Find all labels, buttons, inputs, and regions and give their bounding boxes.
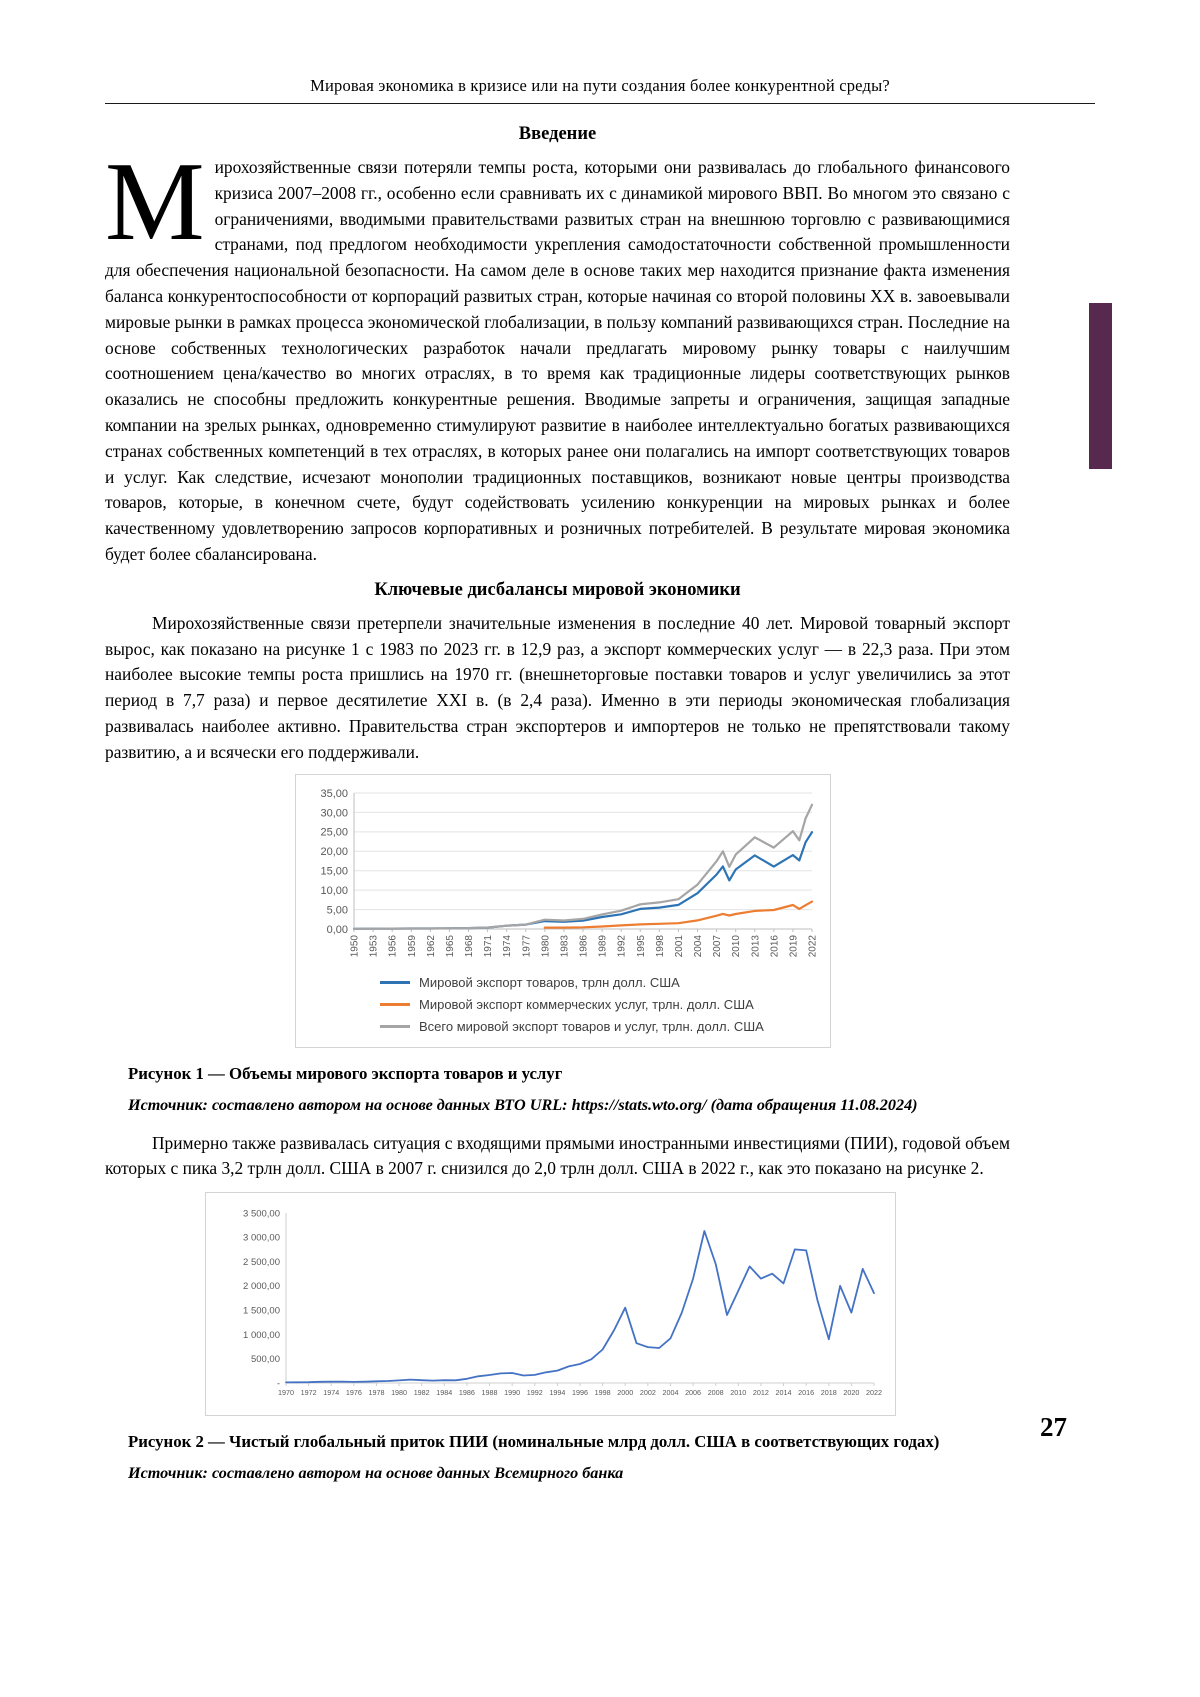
svg-text:35,00: 35,00 [320, 787, 348, 800]
svg-text:2022: 2022 [866, 1388, 882, 1398]
svg-text:2019: 2019 [788, 934, 800, 957]
svg-text:2012: 2012 [752, 1388, 769, 1398]
legend-line-total-icon [380, 1025, 410, 1028]
legend-label-services: Мировой экспорт коммерческих услуг, трлн. долл. США [419, 996, 754, 1012]
svg-text:3 000,00: 3 000,00 [243, 1232, 280, 1244]
svg-text:1989: 1989 [597, 934, 609, 957]
svg-text:1984: 1984 [436, 1388, 453, 1398]
svg-text:15,00: 15,00 [320, 865, 348, 878]
svg-text:1992: 1992 [526, 1388, 543, 1398]
figure1-source: Источник: составлено автором на основе данных ВТО URL: https://stats.wto.org/ (дата обращения 11.08.2024) [128, 1095, 918, 1114]
intro-paragraph-text: ирохозяйственные связи потеряли темпы роста, которыми они развивалась до глобального финансового кризиса 2007–2008 гг., особенно если сравнивать их с динамикой мирового ВВП. Во многом это связано с ограничениями, вводимыми правительствами развитых стран на внешнюю торговлю с развивающимися странами, под предлогом необходимости укрепления самодостаточности собственной промышленности для обеспечения национальной безопасности. На самом деле в основе таких мер находится признание факта изменения баланса конкурентоспособности от корпораций развитых стран, которые начиная со второй половины XX в. завоевывали мировые рынки в рамках процесса экономической глобализации, в пользу компаний развивающихся стран. Последние на основе собственных технологических разработок начали предлагать мировому рынку товары с наилучшим соотношением цена/качество во многих отраслях, в то время как традиционные лидеры соответствующих рынков оказались не способны предложить конкурентные решения. Вводимые запреты и ограничения, защищая западные компании на зрелых рынках, одновременно стимулируют развитие в наиболее интеллектуально богатых развивающихся странах собственных компетенций в тех отраслях, в которых ранее они полагались на импорт соответствующих товаров и услуг. Как следствие, исчезают монополии традиционных поставщиков, возникают новые центры производства товаров, которые, в конечном счете, будут содействовать усилению конкуренции на мировых рынках и более качественному удовлетворению запросов корпоративных и розничных потребителей. В результате мировая экономика будет более сбалансирована. [105, 157, 1010, 564]
running-head: Мировая экономика в кризисе или на пути создания более конкурентной среды? [310, 76, 890, 95]
svg-text:1974: 1974 [502, 934, 514, 957]
legend-item-total [380, 1019, 830, 1034]
figure2-source: Источник: составлено автором на основе данных Всемирного банка [128, 1464, 624, 1483]
svg-text:2018: 2018 [820, 1388, 837, 1398]
svg-text:1962: 1962 [425, 934, 437, 957]
svg-text:20,00: 20,00 [320, 845, 348, 858]
svg-text:2002: 2002 [639, 1388, 656, 1398]
text-column [105, 124, 1010, 1483]
svg-text:10,00: 10,00 [320, 884, 348, 897]
intro-heading: Введение [518, 124, 597, 144]
svg-text:1992: 1992 [616, 934, 628, 957]
fdi-paragraph: Примерно также развивалась ситуация с входящими прямыми иностранными инвестициями (ПИИ), годовой объем которых с пика 3,2 трлн долл. США в 2007 г. снизился до 2,0 трлн долл. США в 2022 г., как это показано на рисунке 2. [105, 1132, 1010, 1179]
svg-text:1986: 1986 [458, 1388, 475, 1398]
svg-text:2016: 2016 [769, 934, 781, 957]
svg-text:-: - [276, 1378, 280, 1390]
svg-text:2014: 2014 [775, 1388, 792, 1398]
figure-1 [295, 774, 831, 1048]
svg-text:1970: 1970 [278, 1388, 294, 1398]
svg-text:2007: 2007 [712, 934, 724, 957]
svg-text:2016: 2016 [798, 1388, 815, 1398]
legend-label-total: Всего мировой экспорт товаров и услуг, трлн. долл. США [419, 1018, 764, 1034]
svg-text:1968: 1968 [464, 934, 475, 957]
svg-text:2 500,00: 2 500,00 [243, 1257, 280, 1269]
drop-cap: М [105, 140, 205, 264]
svg-text:1971: 1971 [483, 934, 495, 957]
svg-text:1990: 1990 [504, 1388, 521, 1398]
svg-text:2010: 2010 [730, 1388, 747, 1398]
svg-text:1 000,00: 1 000,00 [243, 1329, 280, 1341]
chart1-legend [380, 975, 830, 1034]
svg-text:1998: 1998 [594, 1388, 611, 1398]
svg-text:2004: 2004 [693, 934, 704, 957]
svg-text:1982: 1982 [413, 1388, 430, 1398]
figure1-caption: Рисунок 1 — Объемы мирового экспорта товаров и услуг [128, 1063, 563, 1083]
svg-text:1950: 1950 [349, 934, 361, 957]
svg-text:1956: 1956 [387, 934, 399, 957]
figure-2 [205, 1192, 896, 1416]
svg-text:1998: 1998 [654, 934, 666, 957]
svg-text:25,00: 25,00 [320, 826, 348, 839]
legend-label-goods: Мировой экспорт товаров, трлн долл. США [419, 974, 680, 990]
svg-text:1965: 1965 [444, 934, 456, 957]
svg-text:1994: 1994 [549, 1388, 566, 1398]
svg-text:1 500,00: 1 500,00 [243, 1305, 280, 1317]
header-rule [105, 103, 1095, 104]
svg-text:2010: 2010 [731, 934, 743, 957]
svg-text:1995: 1995 [635, 934, 647, 957]
intro-paragraph [105, 140, 1010, 568]
svg-text:1980: 1980 [391, 1388, 408, 1398]
svg-text:500,00: 500,00 [250, 1354, 280, 1366]
svg-text:2013: 2013 [750, 934, 762, 957]
legend-item-services [380, 997, 830, 1012]
svg-text:1988: 1988 [481, 1388, 498, 1398]
svg-text:1996: 1996 [572, 1388, 588, 1398]
page-number: 27 [1040, 1412, 1067, 1442]
svg-text:1980: 1980 [540, 934, 552, 957]
section-paragraph: Мирохозяйственные связи претерпели значительные изменения в последние 40 лет. Мировой товарный экспорт вырос, как показано на рисунке 1 с 1983 по 2023 гг. в 12,9 раз, а экспорт коммерческих услуг — в 22,3 раза. При этом наиболее высокие темпы роста пришлись на 1970 гг. (внешнеторговые поставки товаров и услуг увеличились за этот период в 7,7 раза) и первое десятилетие XXI в. (в 2,4 раза). Именно в эти периоды экономическая глобализация развивалась наиболее активно. Правительства стран экспортеров и импортеров не только не препятствовали такому развитию, а и всячески его поддерживали. [105, 612, 1010, 762]
svg-text:30,00: 30,00 [320, 806, 348, 819]
svg-text:1978: 1978 [368, 1388, 385, 1398]
svg-text:2022: 2022 [807, 934, 819, 957]
svg-text:1953: 1953 [368, 934, 380, 957]
svg-text:2008: 2008 [707, 1388, 724, 1398]
fdi-chart [206, 1199, 893, 1413]
svg-text:5,00: 5,00 [326, 903, 348, 916]
svg-text:1977: 1977 [521, 934, 533, 957]
svg-text:0,00: 0,00 [326, 923, 348, 936]
svg-text:1959: 1959 [406, 934, 418, 957]
figure2-caption: Рисунок 2 — Чистый глобальный приток ПИИ (номинальные млрд долл. США в соответствующих годах) [128, 1432, 940, 1452]
svg-text:1983: 1983 [559, 934, 571, 957]
legend-line-goods-icon [380, 981, 410, 984]
svg-text:1976: 1976 [345, 1388, 362, 1398]
svg-text:2006: 2006 [685, 1388, 702, 1398]
svg-text:1986: 1986 [578, 934, 590, 957]
svg-text:3 500,00: 3 500,00 [243, 1208, 280, 1220]
svg-text:1972: 1972 [300, 1388, 317, 1398]
exports-chart [296, 781, 828, 973]
legend-line-services-icon [380, 1003, 410, 1006]
svg-text:1974: 1974 [323, 1388, 340, 1398]
svg-text:2001: 2001 [673, 934, 685, 957]
svg-text:2000: 2000 [617, 1388, 634, 1398]
svg-text:2 000,00: 2 000,00 [243, 1281, 280, 1293]
section-heading: Ключевые дисбалансы мировой экономики [374, 579, 741, 600]
svg-text:2004: 2004 [662, 1388, 679, 1398]
svg-text:2020: 2020 [843, 1388, 860, 1398]
legend-item-goods [380, 975, 830, 990]
chapter-tab [1089, 303, 1112, 469]
